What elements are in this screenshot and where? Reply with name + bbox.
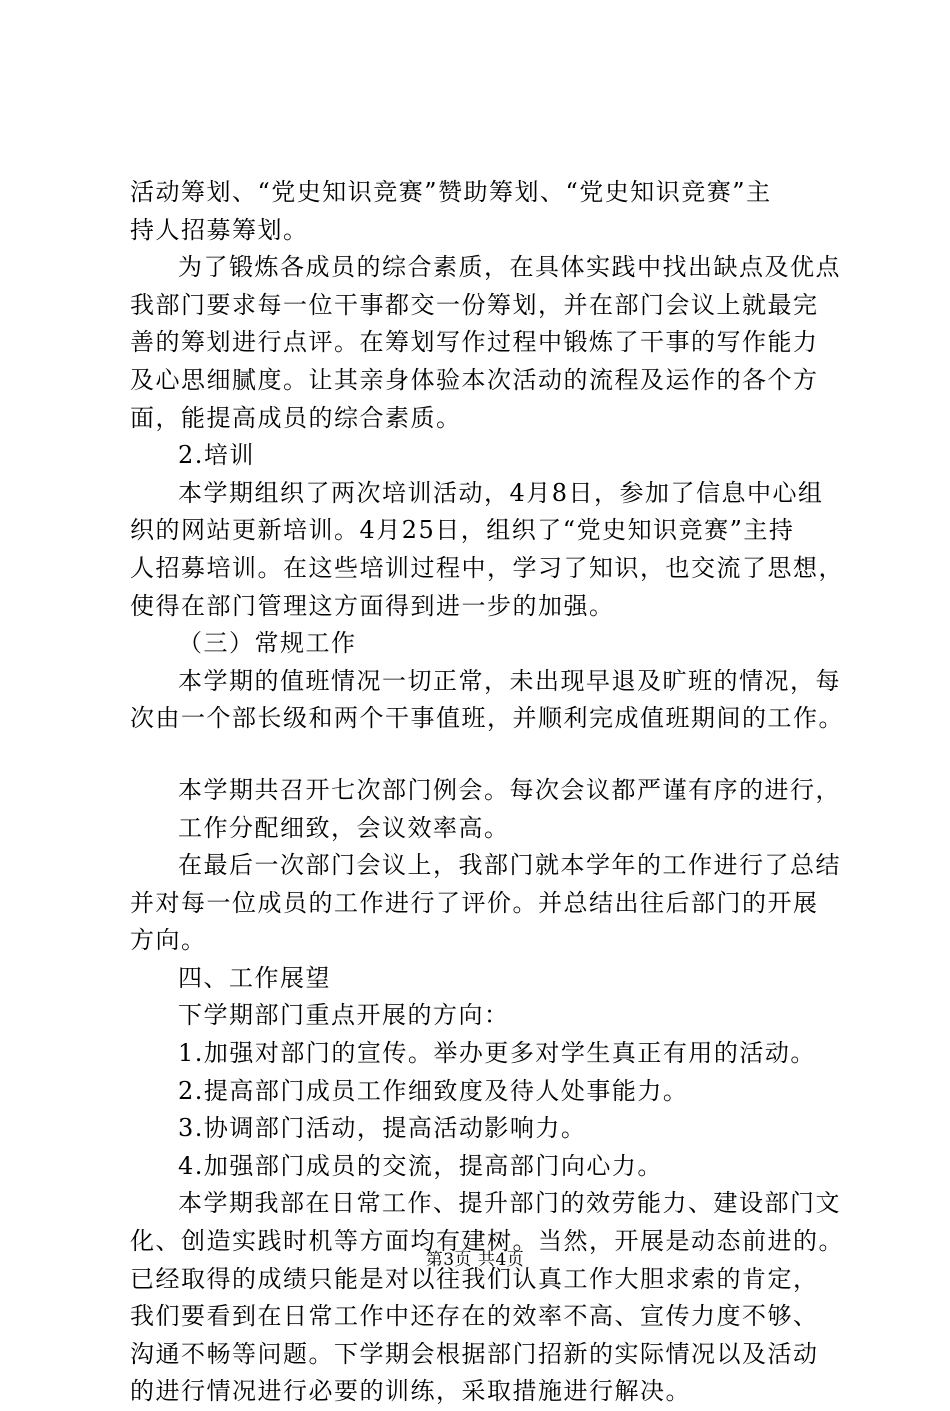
- text-line: 我部门要求每一位干事都交一份筹划，并在部门会议上就最完: [130, 290, 819, 319]
- text-line: 本学期我部在日常工作、提升部门的效劳能力、建设部门文: [178, 1189, 841, 1218]
- text-line: 面，能提高成员的综合素质。: [130, 403, 462, 432]
- text-line: 工作分配细致，会议效率高。: [178, 813, 510, 842]
- text-line: 我们要看到在日常工作中还存在的效率不高、宣传力度不够、: [130, 1302, 819, 1331]
- text-line: 并对每一位成员的工作进行了评价。并总结出往后部门的开展: [130, 888, 819, 917]
- text-line: 使得在部门管理这方面得到进一步的加强。: [130, 591, 615, 620]
- text-line: 化、创造实践时机等方面均有建树。当然，开展是动态前进的。: [130, 1227, 844, 1256]
- page-footer: 第3页 共4页: [425, 1250, 525, 1270]
- text-line: 善的筹划进行点评。在筹划写作过程中锻炼了干事的写作能力: [130, 328, 819, 357]
- text-line: 本学期组织了两次培训活动，4月8日，参加了信息中心组: [178, 478, 824, 507]
- text-line: 织的网站更新培训。4月25日，组织了“党史知识竞赛”主持: [130, 516, 795, 545]
- text-line: 活动筹划、“党史知识竞赛”赞助筹划、“党史知识竞赛”主: [130, 178, 772, 206]
- text-line: 人招募培训。在这些培训过程中，学习了知识，也交流了思想，: [130, 553, 844, 582]
- text-line: 次由一个部长级和两个干事值班，并顺利完成值班期间的工作。: [130, 704, 844, 733]
- text-line: 下学期部门重点开展的方向：: [178, 1001, 510, 1030]
- text-line: 四、工作展望: [178, 963, 331, 992]
- text-line: 持人招募筹划。: [130, 215, 309, 244]
- document-body: [130, 174, 850, 1411]
- text-line: （三）常规工作: [178, 629, 357, 658]
- text-line: 2.培训: [178, 441, 255, 470]
- text-line: 及心思细腻度。让其亲身体验本次活动的流程及运作的各个方: [130, 365, 819, 394]
- text-line: 已经取得的成绩只能是对以往我们认真工作大胆求索的肯定，: [130, 1264, 819, 1293]
- text-line: 本学期的值班情况一切正常，未出现早退及旷班的情况，每: [178, 666, 841, 695]
- text-line: 为了锻炼各成员的综合素质，在具体实践中找出缺点及优点: [178, 253, 841, 282]
- text-line: 沟通不畅等问题。下学期会根据部门招新的实际情况以及活动: [130, 1339, 819, 1368]
- text-line: 4.加强部门成员的交流，提高部门向心力。: [178, 1151, 663, 1180]
- text-line: 本学期共召开七次部门例会。每次会议都严谨有序的进行，: [178, 775, 841, 804]
- text-line: 的进行情况进行必要的训练，采取措施进行解决。: [130, 1377, 691, 1406]
- text-line: 3.协调部门活动，提高活动影响力。: [178, 1114, 587, 1143]
- paragraph-gap: [130, 738, 850, 772]
- text-line: 2.提高部门成员工作细致度及待人处事能力。: [178, 1076, 689, 1105]
- text-line: 在最后一次部门会议上，我部门就本学年的工作进行了总结: [178, 851, 841, 880]
- text-line: 1.加强对部门的宣传。举办更多对学生真正有用的活动。: [178, 1039, 816, 1068]
- text-line: 方向。: [130, 926, 207, 955]
